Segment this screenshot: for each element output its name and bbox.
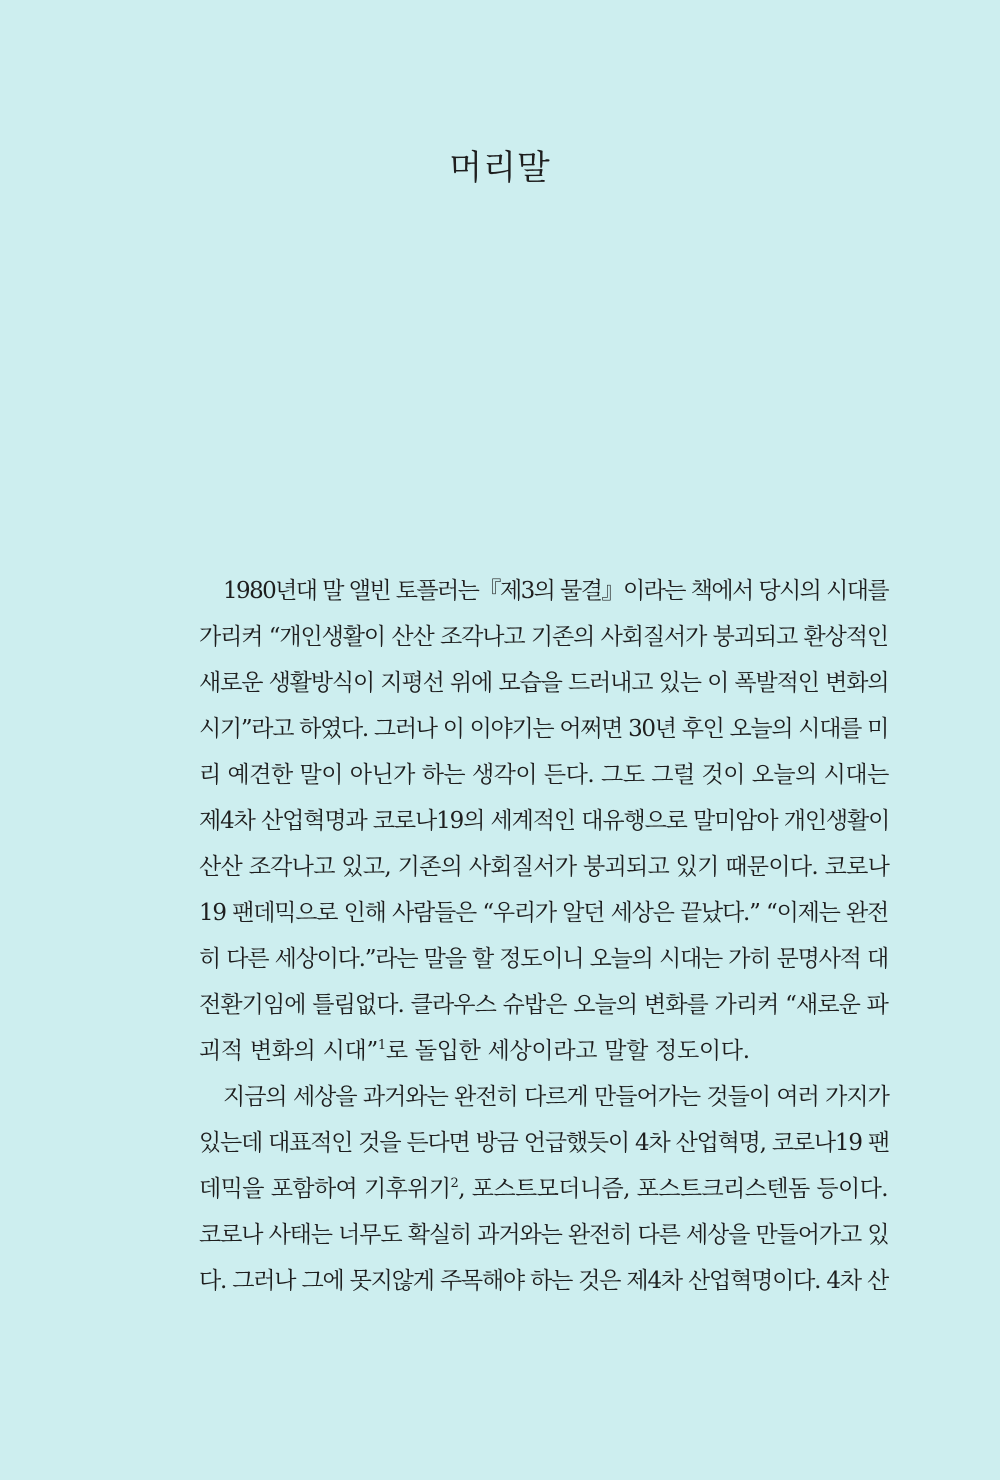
paragraph-1-line: 제4차 산업혁명과 코로나19의 세계적인 대유행으로 말미암아 개인생활이 xyxy=(199,808,890,834)
paragraph-2-line: 있는데 대표적인 것을 든다면 방금 언급했듯이 4차 산업혁명, 코로나19 팬 xyxy=(199,1130,889,1156)
paragraph-1-line: 히 다른 세상이다.”라는 말을 할 정도이니 오늘의 시대는 가히 문명사적 대 xyxy=(199,946,888,972)
line-text: 괴적 변화의 시대” xyxy=(199,1038,378,1064)
paragraph-1-line: 시기”라고 하였다. 그러나 이 이야기는 어쩌면 30년 후인 오늘의 시대를 미 xyxy=(199,716,888,742)
body-text xyxy=(199,568,888,1304)
paragraph-1-line: 리 예견한 말이 아닌가 하는 생각이 든다. 그도 그럴 것이 오늘의 시대는 xyxy=(199,762,889,788)
paragraph-1-line: 새로운 생활방식이 지평선 위에 모습을 드러내고 있는 이 폭발적인 변화의 xyxy=(199,670,889,696)
paragraph-1-line: 가리켜 “개인생활이 산산 조각나고 기존의 사회질서가 붕괴되고 환상적인 xyxy=(199,624,888,650)
paragraph-1-line: 전환기임에 틀림없다. 클라우스 슈밥은 오늘의 변화를 가리켜 “새로운 파 xyxy=(199,992,888,1018)
line-text: , 포스트모더니즘, 포스트크리스텐돔 등이다. xyxy=(458,1176,888,1202)
paragraph-2-footnote-line xyxy=(199,1166,888,1212)
paragraph-1-line: 19 팬데믹으로 인해 사람들은 “우리가 알던 세상은 끝났다.” “이제는 완전 xyxy=(199,900,888,926)
paragraph-2-line: 지금의 세상을 과거와는 완전히 다르게 만들어가는 것들이 여러 가지가 xyxy=(223,1084,889,1110)
page-title: 머리말 xyxy=(449,148,551,188)
paragraph-1-line: 1980년대 말 앨빈 토플러는『제3의 물결』이라는 책에서 당시의 시대를 xyxy=(223,578,888,604)
paragraph-1-line: 산산 조각나고 있고, 기존의 사회질서가 붕괴되고 있기 때문이다. 코로나 xyxy=(199,854,890,880)
footnote-marker-1[interactable]: 1 xyxy=(377,1038,386,1053)
line-text: 데믹을 포함하여 기후위기 xyxy=(199,1176,451,1202)
paragraph-2-line: 코로나 사태는 너무도 확실히 과거와는 완전히 다른 세상을 만들어가고 있 xyxy=(199,1222,889,1248)
paragraph-1-last-line xyxy=(199,1028,888,1074)
footnote-marker-2[interactable]: 2 xyxy=(450,1176,459,1191)
line-text: 로 돌입한 세상이라고 말할 정도이다. xyxy=(385,1038,750,1064)
paragraph-2-line: 다. 그러나 그에 못지않게 주목해야 하는 것은 제4차 산업혁명이다. 4차 산 xyxy=(199,1268,889,1294)
